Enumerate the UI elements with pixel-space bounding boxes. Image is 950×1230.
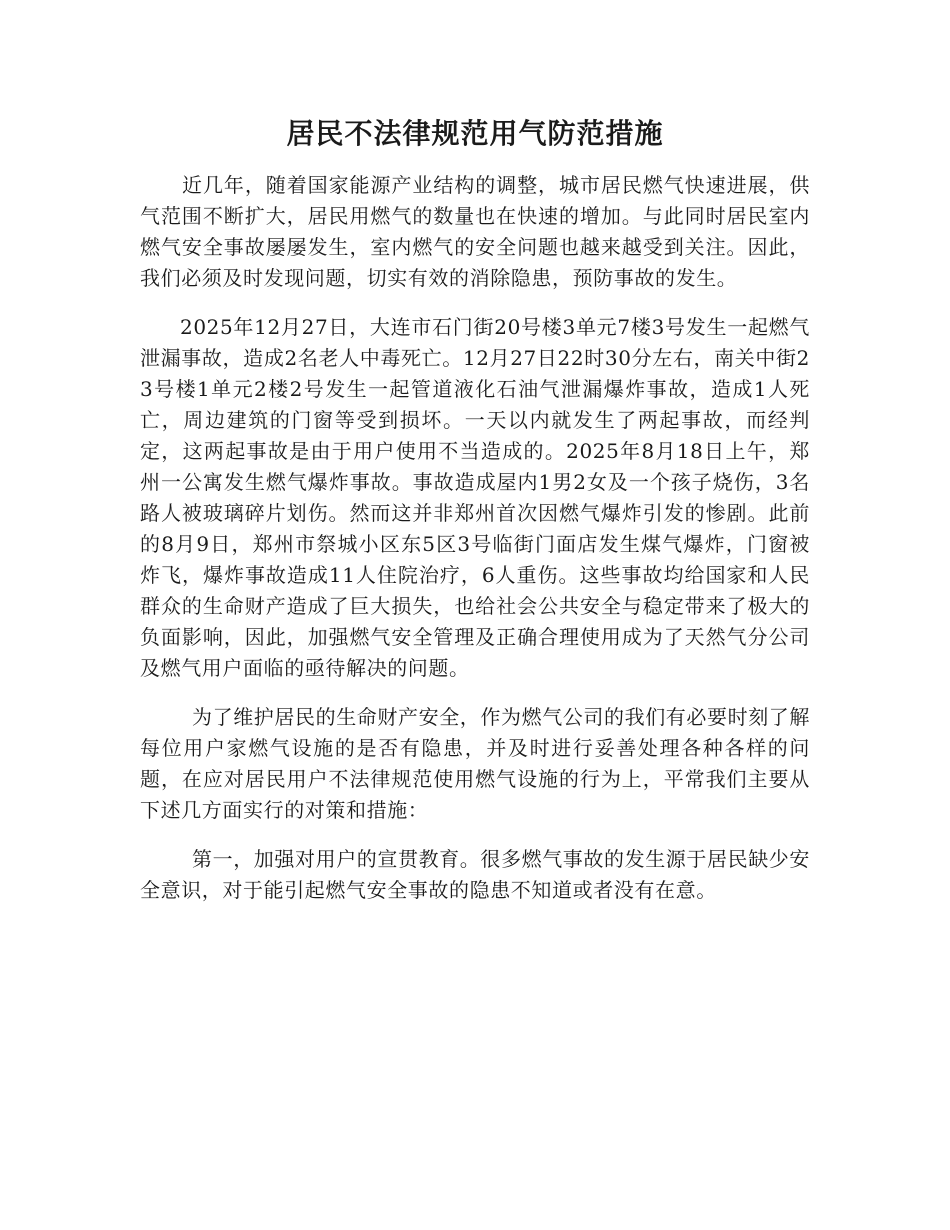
document-title: 居民不法律规范用气防范措施 [286, 117, 664, 150]
paragraph-measure-one: 第一，加强对用户的宣贯教育。很多燃气事故的发生源于居民缺少安全意识，对于能引起燃气安全事故的隐患不知道或者没有在意。 [140, 847, 810, 902]
paragraph-incidents: 2025年12月27日，大连市石门街20号楼3单元7楼3号发生一起燃气泄漏事故，造成2名老人中毒死亡。12月27日22时30分左右，南关中街23号楼1单元2楼2号发生一起管道液化石油气泄漏爆炸事故，造成1人死亡，周边建筑的门窗等受到损坏。一天以内就发生了两起事故，而经判定，这两起事故是由于用户使用不当造成的。2025年8月18日上午，郑州一公寓发生燃气爆炸事故。事故造成屋内1男2女及一个孩子烧伤，3名路人被玻璃碎片划伤。然而这并非郑州首次因燃气爆炸引发的惨剧。此前的8月9日，郑州市祭城小区东5区3号临街门面店发生煤气爆炸，门窗被炸飞，爆炸事故造成11人住院治疗，6人重伤。这些事故均给国家和人民群众的生命财产造成了巨大损失，也给社会公共安全与稳定带来了极大的负面影响，因此，加强燃气安全管理及正确合理使用成为了天然气分公司及燃气用户面临的亟待解决的问题。 [140, 315, 810, 680]
paragraph-responsibility: 为了维护居民的生命财产安全，作为燃气公司的我们有必要时刻了解每位用户家燃气设施的是否有隐患，并及时进行妥善处理各种各样的问题，在应对居民用户不法律规范使用燃气设施的行为上，平常我们主要从下述几方面实行的对策和措施： [140, 705, 810, 822]
document-page [140, 112, 810, 924]
paragraph-intro: 近几年，随着国家能源产业结构的调整，城市居民燃气快速进展，供气范围不断扩大，居民用燃气的数量也在快速的增加。与此同时居民室内燃气安全事故屡屡发生，室内燃气的安全问题也越来越受到关注。因此，我们必须及时发现问题，切实有效的消除隐患，预防事故的发生。 [140, 173, 810, 290]
